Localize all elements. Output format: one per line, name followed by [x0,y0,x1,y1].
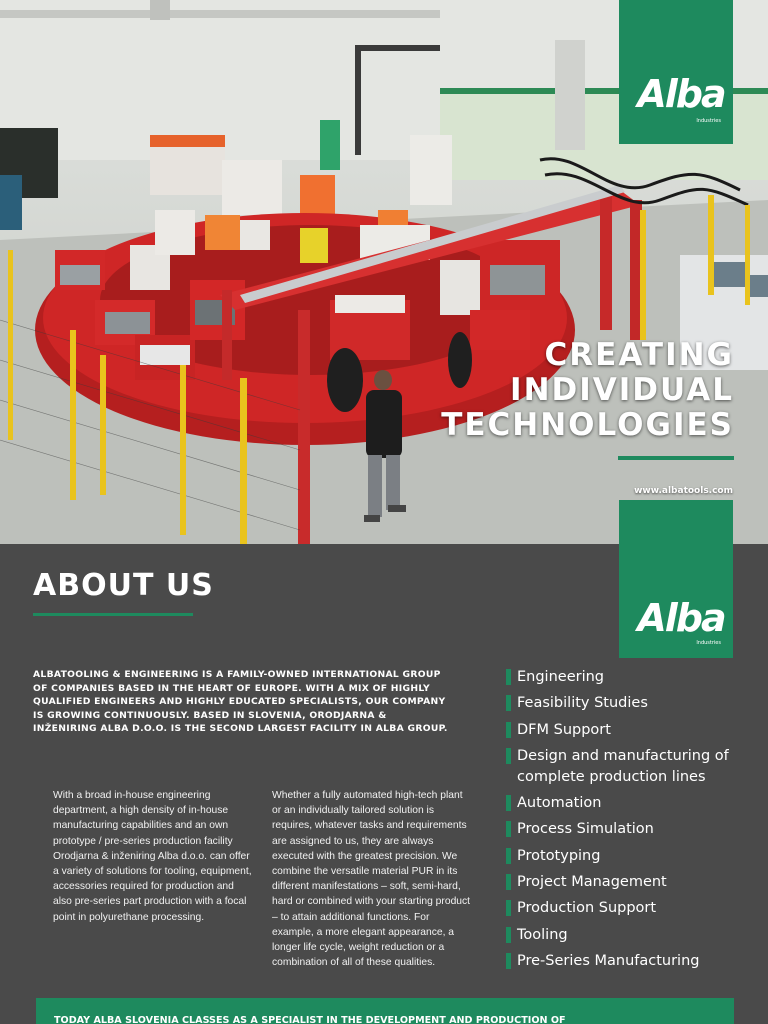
bottom-banner [36,998,734,1024]
service-item: Engineering [506,667,746,688]
headline-line-1: CREATING [544,337,734,373]
logo-subtitle: Industries [696,640,721,646]
headline-line-3: TECHNOLOGIES [441,407,734,443]
service-item: Production Support [506,898,746,919]
service-item: Process Simulation [506,819,746,840]
service-item: Project Management [506,872,746,893]
alba-logo-box [619,500,733,658]
alba-logo-top [619,0,733,144]
about-intro: ALBATOOLING & ENGINEERING IS A FAMILY-OWNED INTERNATIONAL GROUP OF COMPANIES BASED IN THE HEART OF EUROPE. WITH A MIX OF HIGHLY QUALIFIED ENGINEERS AND HIGHLY EDUCATED SPECIALISTS, OUR COMPANY IS GROWING CONTINUOUSLY. BASED IN SLOVENIA, ORODJARNA & INŽENIRING ALBA D.O.O. IS THE SECOND LARGEST FACILITY IN ALBA GROUP. [33,669,448,735]
service-item: Pre-Series Manufacturing [506,951,746,972]
hero-headline [334,338,734,443]
about-title: ABOUT US [33,568,214,603]
service-item: Automation [506,793,746,814]
about-divider [33,613,193,616]
logo-wordmark: Alba [637,72,725,116]
services-list [506,667,746,977]
service-item: Tooling [506,925,746,946]
about-column-1: With a broad in-house engineering department, a high density of in-house manufacturing capabilities and an own prototype / pre-series production facility Orodjarna & inženiring Alba d.o.o. can offer a variety of solutions for tooling, equipment, accessories required for production and also pre-series part production with a focal point in polyurethane processing. [53,790,252,923]
headline-line-2: INDIVIDUAL [510,372,734,408]
service-item: DFM Support [506,720,746,741]
service-item: Feasibility Studies [506,693,746,714]
website-link[interactable]: www.albatools.com [634,486,733,496]
logo-subtitle: Industries [696,118,721,124]
service-item: Design and manufacturing of complete production lines [506,746,746,788]
bottom-banner-text: TODAY ALBA SLOVENIA CLASSES AS A SPECIALIST IN THE DEVELOPMENT AND PRODUCTION OF [54,1015,566,1024]
service-item: Prototyping [506,846,746,867]
logo-wordmark: Alba [637,596,725,640]
hero-divider [618,456,734,460]
about-column-2: Whether a fully automated high-tech plant or an individually tailored solution is requires, whatever tasks and requirements are assigned to us, they are always executed with the greatest precision. We combine the versatile material PUR in its different manifestations – soft, semi-hard, hard or combined with your starting product – to attain additional functions. For example, a more elegant appearance, a longer life cycle, weight reduction or a combination of all of these qualities. [272,790,471,969]
